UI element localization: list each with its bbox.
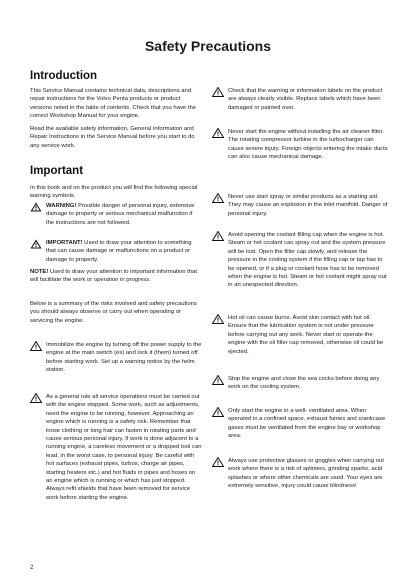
warning-triangle-icon bbox=[212, 231, 224, 241]
warning-triangle-icon bbox=[212, 407, 224, 417]
safety-item-coolant-cap bbox=[212, 231, 390, 290]
note-definition bbox=[30, 268, 202, 285]
safety-item-start-spray bbox=[212, 193, 390, 218]
warning-triangle-icon bbox=[30, 202, 42, 212]
warning-definition bbox=[30, 202, 202, 227]
safety-item-text: Always use protective glasses or goggles when carrying out work where there is a risk of splinters, grinding sparks, acid splashes or where other chemicals are used. Your eyes are extremely sensitive, injury could cause blindness! bbox=[228, 458, 384, 490]
page-title: Safety Precautions bbox=[144, 38, 272, 54]
note-text: Used to draw your attention to important information that will facilitate the work or operation in progress. bbox=[30, 269, 197, 284]
safety-item-text: As a general rule all service operations must be carried out with the engine stopped. Some work, such as adjustments, need the engine to be running, however. Approaching an engine which is running is a safety risk. Remember that loose clothing or long hair can fasten in rotating parts and cause serious personal injury. If work is done adjacent to a running engine, a careless movement or a dropped tool can lead, in the worst case, to personal injury. Be careful with hot surfaces (exhaust pipes, turbos, charge air pipes, starting heaters etc.) and hot fluids in pipes and hoses on an engine which is running or which has just stopped. Always refit shields that have been removed for service work before starting the engine. bbox=[46, 394, 202, 501]
safety-item-engine-stopped bbox=[30, 393, 202, 502]
warning-triangle-icon bbox=[212, 375, 224, 385]
important-text: Used to draw your attention to something that can cause damage or malfunctions on a product or damage to property. bbox=[46, 240, 192, 263]
safety-item-air-cleaner bbox=[212, 128, 390, 162]
warning-triangle-icon bbox=[30, 393, 42, 403]
safety-item-text: Immobilize the engine by turning off the power supply to the engine at the main switch (es) and lock it (them) turned off before starting work. Set up a warning notice by the helm station. bbox=[46, 342, 202, 374]
warning-triangle-icon bbox=[30, 239, 42, 249]
safety-item-text: Avoid opening the coolant filling cap when the engine is hot. Steam or hot coolant can spray out and the system pressure will be lost. Open the filler cap slowly, and release the pressure in the cooling system if the filling cap or tap has to be opened, or if a plug or coolant hose has to be removed when the engine is hot. Steam or hot coolant might spray out in an unexpected direction. bbox=[228, 232, 387, 289]
important-intro: In this book and on the product you will find the following special warning symbols. bbox=[30, 185, 198, 200]
summary-paragraph: Below is a summary of the risks involved and safety precautions you should always observe or carry out when operating or servicing the engine. bbox=[30, 301, 197, 324]
warning-triangle-icon bbox=[212, 87, 224, 97]
warning-triangle-icon bbox=[212, 193, 224, 203]
safety-item-text: Check that the warning or information labels on the product are always clearly visible. Replace labels which have been damaged or painted over. bbox=[228, 88, 383, 111]
warning-triangle-icon bbox=[212, 128, 224, 138]
safety-item-protective-glasses bbox=[212, 457, 390, 491]
safety-item-text: Never use start spray or similar products as a starting aid. They may cause an explosion in the inlet manifold. Danger of personal injury. bbox=[228, 194, 388, 217]
safety-item-text: Hot oil can cause burns. Avoid skin contact with hot oil. Ensure that the lubrication system is not under pressure before carrying out any work. Never start or operate the engine with the oil filler cap removed, otherwise oil could be ejected. bbox=[228, 315, 384, 355]
warning-text: Possible danger of personal injury, extensive damage to property or serious mechanical malfunction if the instructions are not followed. bbox=[46, 203, 195, 226]
safety-item-text: Never start the engine without installing the air cleaner filter. The rotating compressor turbine in the turbocharger can cause severe injury. Foreign objects entering the intake ducts can also cause mechanical damage. bbox=[228, 129, 388, 161]
safety-item-sea-cocks bbox=[212, 375, 390, 392]
warning-triangle-icon bbox=[30, 341, 42, 351]
safety-item-immobilize bbox=[30, 341, 202, 375]
important-label: IMPORTANT! bbox=[46, 240, 83, 246]
safety-item-text: Only start the engine in a well- ventilated area. When operated in a confined space, exhaust fumes and crankcase gases must be ventilated from the engine bay or workshop area. bbox=[228, 408, 386, 440]
safety-item-text: Stop the engine and close the sea cocks before doing any work on the cooling system. bbox=[228, 376, 380, 391]
intro-paragraph-1: This Service Manual contains technical data, descriptions and repair instructions for the Volvo Penta products or product versions noted in the table of contents. Check that you have the correct Workshop Manual for your engine. bbox=[30, 88, 197, 120]
important-definition bbox=[30, 239, 202, 264]
safety-item-hot-oil bbox=[212, 314, 390, 356]
page-number: 2 bbox=[30, 565, 34, 571]
warning-triangle-icon bbox=[212, 457, 224, 467]
intro-paragraph-2: Read the available safety information, General Information and Repair Instructions in the Service Manual before you start to do any service work. bbox=[30, 126, 195, 149]
warning-label: WARNING! bbox=[46, 203, 77, 209]
note-label: NOTE! bbox=[30, 269, 49, 275]
important-heading: Important bbox=[30, 165, 84, 177]
warning-triangle-icon bbox=[212, 314, 224, 324]
safety-item-ventilation bbox=[212, 407, 390, 441]
safety-item-labels bbox=[212, 87, 390, 112]
introduction-heading: Introduction bbox=[30, 70, 98, 82]
